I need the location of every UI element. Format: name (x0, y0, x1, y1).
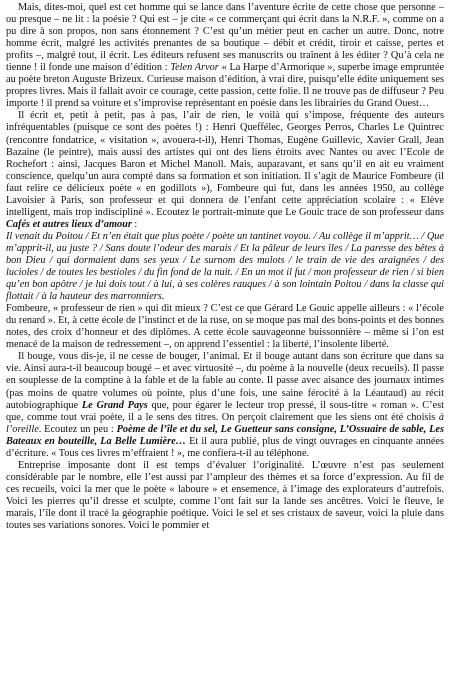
paragraph-p6 (6, 460, 444, 532)
paragraph-p3 (6, 231, 444, 303)
italic-text: Telen Arvor (170, 62, 219, 74)
paragraph-p1 (6, 2, 444, 110)
book-title: Cafés et autres lieux d’amour (6, 218, 132, 230)
text-run: Il bouge, vous dis-je, il ne cesse de bouger, l’animal. Et il bouge autant dans son écriture que dans sa vie. Ainsi aura-t-il beaucoup bougé – et avec virtuosité –, du poème à la nouvelle (deux recueils). Il passe en souplesse de la comptine à la fable et de la fable au conte. Il passe avec aisance des journaux intimes (pas moins de quatre volumes où pointe, plus d’une fois, une saine férocité à la Léautaud) au récit autobiographique (6, 351, 444, 411)
text-run: Entreprise imposante dont il est temps d’évaluer l’originalité. L’œuvre n’est pas seulement considérable par le nombre, elle l’est aussi par l’ampleur des thèmes et sa force d’expression. Au fil de ces recueils, voici la mer que le poète « laboure » et ensemence, à l’image des explorateurs d’autrefois. Voici les pierres qu’il dresse et sculpte, comme l’ont fait sur la lande ses ancêtres. Voici le fleuve, le marais, l’île dont il tracé la géographie poétique. Voici le sel et ses cristaux de saveur, voici la pluie dans toutes ses variations sonores. Voici le pommier et (6, 459, 444, 532)
text-run: : (131, 218, 138, 230)
text-run: Et il aura publié, plus de vingt ouvrages en cinquante années d’écriture. « Tous ces livres m’effraient ! », me confiera-t-il au téléphone. (6, 435, 444, 459)
text-run: Il écrit et, petit à petit, pas à pas, l’air de rien, le voilà qui s’impose, fréquente des auteurs infréquentables (puisque ce sont des poètes !) : Henri Queffélec, Georges Perros, Charles Le Quintrec (rencontre fondatrice, « visitation », avouera-t-il), Henri Thomas, Eugène Guillevic, Xavier Grall, Jean Bazaine (le peintre), mais aussi des artistes qui ont des liens étroits avec Nantes ou avec l’Ecole de Rochefort : ainsi, Jacques Baron et Michel Manoll. Mais, auparavant, et sans qu’il en ait eu vraiment conscience, quelqu’un aura compté dans sa formation et son initiation. Il s’agit de Maurice Fombeure (il faut relire ce délicieux poète « en godillots »), Fombeure qui fut, dans les années 1950, au collège Lavoisier à Paris, son professeur et qui donnera de l’enfant cette appréciation scolaire : « Elève intelligent, mais trop indiscipliné ». Ecoutez le portrait-minute que Le Gouic trace de son professeur dans (6, 110, 444, 218)
text-run: « La Harpe d’Armorique », superbe image empruntée au poète breton Auguste Brizeux. Curieuse maison d’édition, à vrai dire, puisqu’elle édite uniquement ses propres livres. Mais il fallait avoir ce courage, cette passion, cette folie. Il ne trouve pas de diffuseur ? Peu importe ! il prend sa voiture et s’improvise représentant en poésie dans les librairies du Grand Ouest… (6, 62, 445, 110)
text-run: Mais, dites-moi, quel est cet homme qui se lance dans l’aventure écrite de cette chose que personne – ou presque – ne lit : la poésie ? Qui est – je cite « ce commerçant qui écrit dans la N.R.F. », comme on a pu dire à son propos, non sans étonnement ? C’est qu’un métier peut en cacher un autre. Donc, notre homme écrit, malgré les activités prenantes de sa boutique – débit et crédit, tiroir et caisse, pertes et profits –, malgré tout, il écrit. Les éditeurs refusent ses manuscrits ou traînent à les éditer ? Qu’à cela ne tienne ! il fonde une maison d’édition : (6, 2, 444, 74)
book-title: Poème de l’île et du sel, Le Guetteur sans consigne, L’Ossuaire de sable, Les Bateaux en bouteille, La Belle Lumière… (6, 423, 444, 447)
paragraph-p2 (6, 110, 444, 230)
text-run: Il venait du Poitou / Et n’en était que plus poète / poète un tantinet voyou. / Au collège il m’apprit… / Que m’apprit-il, au juste ? / Sans doute l’odeur des marais / Et la pâleur de leurs îles / La paresse des bêtes à bon Dieu / qui dormaient dans ses yeux / Le surnom des mulots / le train de vie des araignées / des lucioles / de toutes les bestioles / du fin fond de la nuit. / En un mot il fut / mon professeur de rien / si bien qu’en bon apôtre / je lui dois tout / à lui, à ses colères rauques / à son lointain Poitou / dans la classe qui flottait / à la hauteur des marronniers. (6, 230, 444, 303)
text-run: Fombeure, « professeur de rien » qui dit mieux ? C’est ce que Gérard Le Gouic appelle ailleurs : « l’école du renard ». Et, à cette école de l’instinct et de la ruse, on se moque pas mal des bons-points et des bonnes notes, des croix d’honneur et des diplômes. A cette école sauvageonne buissonnière – même si l’on est menacé de la maison de redressement –, on apprend l’essentiel : la liberté, l’insolente liberté. (6, 303, 444, 351)
text-run: que, pour égarer le lecteur trop pressé, il sous-titre « roman ». C’est que, comme tout vrai poète, il a le sens des titres. On perçoit clairement que les siens ont été choisis (6, 399, 444, 423)
paragraph-p5 (6, 351, 444, 459)
text-run: . Ecoutez un peu : (38, 423, 117, 435)
book-title: Le Grand Pays (81, 399, 148, 411)
italic-text: à l’oreille (6, 411, 444, 435)
paragraph-p4 (6, 303, 444, 351)
